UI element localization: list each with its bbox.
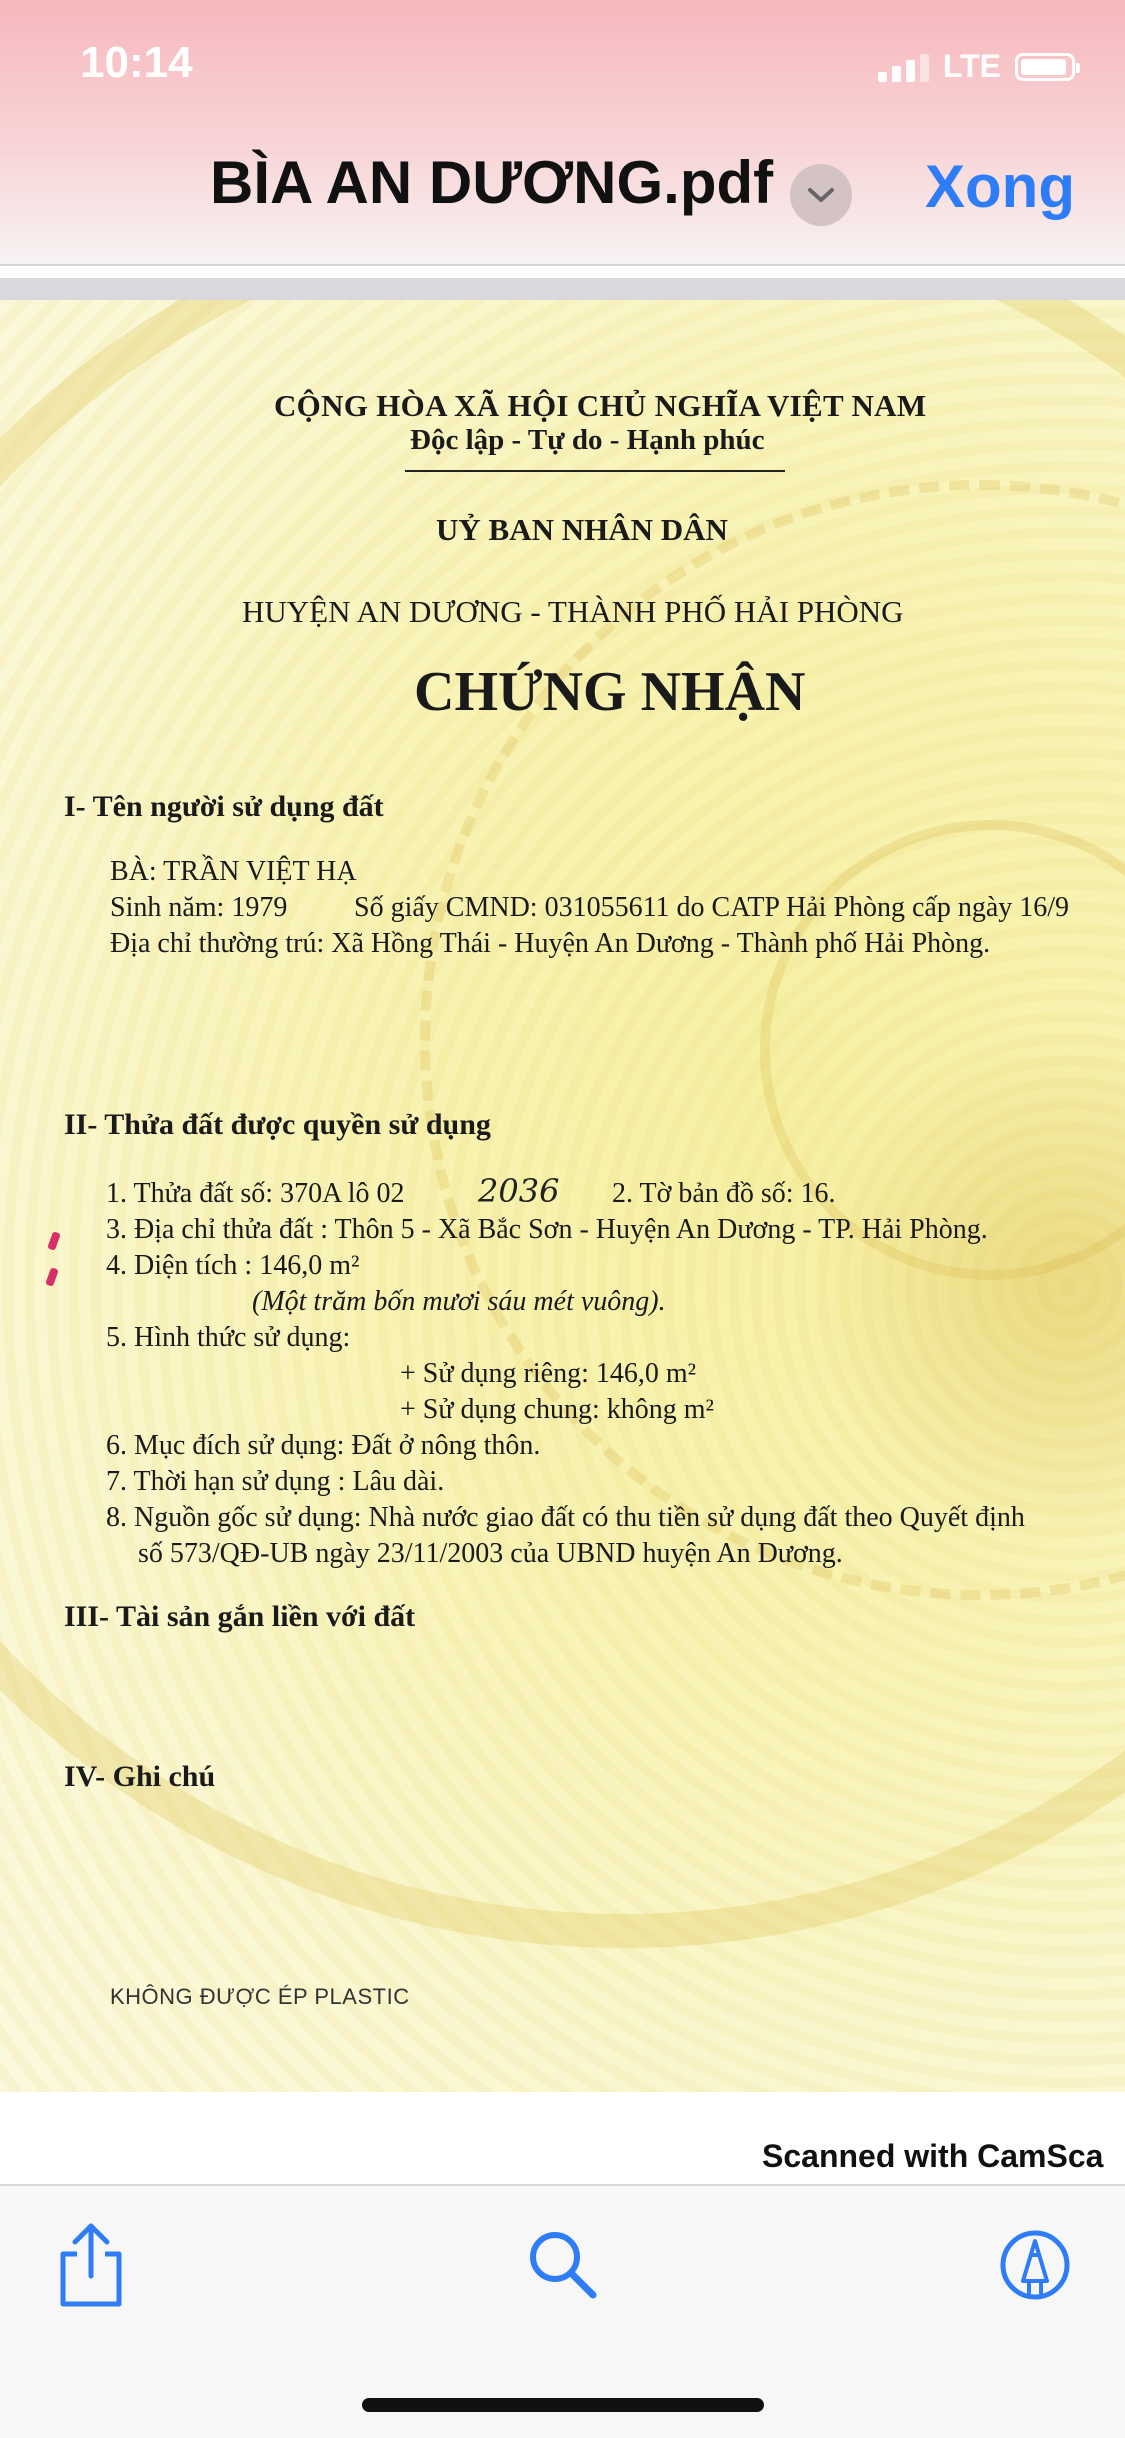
battery-icon [1015,53,1075,81]
motto-underline [405,470,785,472]
usage-origin: 8. Nguồn gốc sử dụng: Nhà nước giao đất có thu tiền sử dụng đất theo Quyết định [106,1502,1025,1533]
network-type: LTE [942,48,1001,84]
home-indicator[interactable] [362,2398,764,2412]
chevron-down-icon[interactable] [790,164,852,226]
certificate-title: CHỨNG NHẬN [414,661,806,723]
navigation-header [0,0,1125,266]
pdf-page[interactable] [0,300,1125,2092]
section-3-heading: III- Tài sản gắn liền với đất [64,1600,416,1633]
scan-watermark-label: Scanned with CamSca [762,2138,1104,2174]
id-info: Số giấy CMND: 031055611 do CATP Hải Phòng cấp ngày 16/9 [354,892,1070,923]
residence-address: Địa chỉ thường trú: Xã Hồng Thái - Huyện An Dương - Thành phố Hải Phòng. [110,928,991,959]
usage-purpose: 6. Mục đích sử dụng: Đất ở nông thôn. [106,1430,541,1461]
search-icon [523,2225,603,2305]
handwritten-note: 2036 [478,1172,560,1210]
usage-origin-decision: số 573/QĐ-UB ngày 23/11/2003 của UBND huyện An Dương. [138,1538,843,1569]
divider [0,278,1125,300]
national-motto: Độc lập - Tự do - Hạnh phúc [410,424,765,456]
signal-icon [878,52,929,82]
parcel-number: 1. Thửa đất số: 370A lô 02 [106,1178,405,1209]
usage-form: 5. Hình thức sử dụng: [106,1322,351,1353]
share-icon [51,2220,131,2310]
district-title: HUYỆN AN DƯƠNG - THÀNH PHỐ HẢI PHÒNG [242,594,904,629]
parcel-address: 3. Địa chỉ thửa đất : Thôn 5 - Xã Bắc Sơn - Huyện An Dương - TP. Hải Phòng. [106,1214,988,1245]
usage-common: + Sử dụng chung: không m² [400,1394,714,1425]
area: 4. Diện tích : 146,0 m² [106,1250,360,1281]
committee-title: UỶ BAN NHÂN DÂN [436,512,728,547]
document-title[interactable]: BÌA AN DƯƠNG.pdf [210,149,774,216]
section-2-heading: II- Thửa đất được quyền sử dụng [64,1108,491,1141]
area-in-words: (Một trăm bốn mươi sáu mét vuông). [252,1286,666,1317]
national-title: CỘNG HÒA XÃ HỘI CHỦ NGHĨA VIỆT NAM [274,388,927,423]
search-button[interactable] [518,2220,608,2310]
owner-name: BÀ: TRẦN VIỆT HẠ [110,856,357,887]
share-button[interactable] [46,2220,136,2310]
status-time: 10:14 [80,38,193,87]
done-button[interactable]: Xong [925,153,1075,220]
status-indicators [878,48,1075,85]
map-sheet-number: 2. Tờ bản đồ số: 16. [612,1178,836,1209]
footer-note: KHÔNG ĐƯỢC ÉP PLASTIC [110,1984,410,2009]
markup-icon [995,2225,1075,2305]
birth-year: Sinh năm: 1979 [110,892,288,923]
section-1-heading: I- Tên người sử dụng đất [64,790,384,823]
usage-private: + Sử dụng riêng: 146,0 m² [400,1358,697,1389]
section-4-heading: IV- Ghi chú [64,1760,216,1793]
usage-term: 7. Thời hạn sử dụng : Lâu dài. [106,1466,445,1497]
markup-button[interactable] [990,2220,1080,2310]
